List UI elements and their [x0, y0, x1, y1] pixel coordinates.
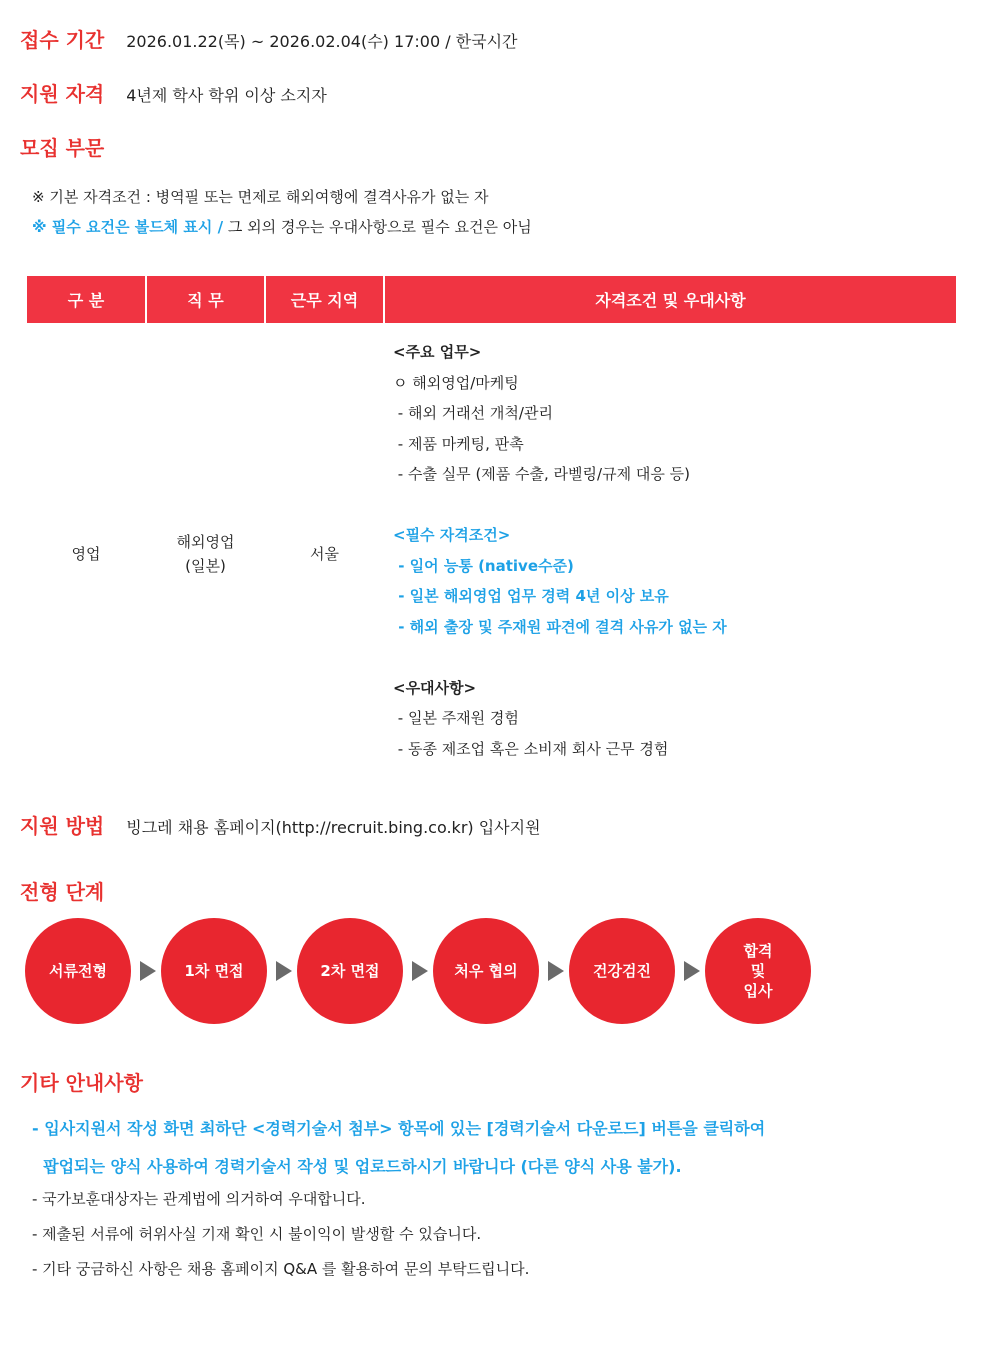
apply-row — [20, 810, 541, 839]
recruit-table — [27, 276, 956, 785]
period-label: 접수 기간 — [20, 28, 105, 52]
etc-blue-line2: 팝업되는 양식 사용하여 경력기술서 작성 및 업로드하시기 바랍니다 (다른 양식 사용 불가). — [32, 1157, 682, 1176]
required-note-bold: ※ 필수 요건은 볼드체 표시 / — [32, 218, 224, 236]
step-health-check: 건강검진 — [569, 918, 675, 1024]
required-item: - 일어 능통 (native수준) — [393, 556, 574, 575]
cell-division — [27, 323, 145, 785]
apply-value: 빙그레 채용 홈페이지(http://recruit.bing.co.kr) 입사지원 — [126, 818, 541, 837]
step-final — [705, 918, 811, 1024]
required-title: <필수 자격조건> — [393, 526, 511, 544]
final-line2: 및 — [750, 962, 766, 980]
arrow-right-icon — [276, 961, 292, 981]
final-line3: 입사 — [743, 982, 773, 1000]
basic-condition-note: ※ 기본 자격조건 : 병역필 또는 면제로 해외여행에 결격사유가 없는 자 — [32, 188, 489, 206]
location-text: 서울 — [310, 545, 339, 563]
etc-item: - 국가보훈대상자는 관계법에 의거하여 우대합니다. — [32, 1190, 366, 1208]
table-header — [27, 276, 956, 323]
duty-item: - 해외 거래선 개척/관리 — [393, 404, 553, 422]
job-line2: (일본) — [185, 557, 226, 575]
th-division: 구 분 — [27, 276, 145, 323]
arrow-right-icon — [684, 961, 700, 981]
table-row — [27, 323, 956, 785]
qualification-label: 지원 자격 — [20, 82, 105, 106]
division-text: 영업 — [71, 545, 101, 563]
duty-item: ㅇ 해외영업/마케팅 — [393, 373, 519, 392]
duty-item: - 수출 실무 (제품 수출, 라벨링/규제 대응 등) — [393, 465, 690, 483]
required-item: - 해외 출장 및 주재원 파견에 결격 사유가 없는 자 — [393, 617, 727, 636]
recruit-section — [20, 132, 104, 161]
th-job: 직 무 — [145, 276, 264, 323]
process-label: 전형 단계 — [20, 880, 105, 904]
etc-blue-line1: - 입사지원서 작성 화면 최하단 <경력기술서 첨부> 항목에 있는 [경력기술서 다운로드] 버튼을 클릭하여 — [32, 1119, 766, 1138]
etc-item: - 제출된 서류에 허위사실 기재 확인 시 불이익이 발생할 수 있습니다. — [32, 1225, 482, 1243]
final-line1: 합격 — [743, 942, 773, 960]
cell-job — [147, 323, 264, 785]
duty-item: - 제품 마케팅, 판촉 — [393, 434, 524, 453]
process-section — [20, 876, 104, 905]
arrow-right-icon — [140, 961, 156, 981]
duties-title: <주요 업무> — [393, 343, 482, 361]
preferred-title: <우대사항> — [393, 678, 477, 697]
etc-label: 기타 안내사항 — [20, 1071, 143, 1095]
required-item: - 일본 해외영업 업무 경력 4년 이상 보유 — [393, 587, 669, 605]
job-line1: 해외영업 — [176, 533, 235, 551]
preferred-item: - 일본 주재원 경험 — [393, 709, 519, 727]
step-interview-1: 1차 면접 — [161, 918, 267, 1024]
step-negotiation: 처우 협의 — [433, 918, 539, 1024]
etc-section — [20, 1067, 143, 1096]
preferred-item: - 동종 제조업 혹은 소비재 회사 근무 경험 — [393, 739, 669, 758]
arrow-right-icon — [548, 961, 564, 981]
th-location: 근무 지역 — [264, 276, 383, 323]
cell-details — [393, 337, 727, 764]
th-qualifications: 자격조건 및 우대사항 — [383, 276, 956, 323]
period-value: 2026.01.22(목) ~ 2026.02.04(수) 17:00 / 한국시간 — [126, 32, 518, 51]
cell-location — [266, 323, 383, 785]
arrow-right-icon — [412, 961, 428, 981]
apply-label: 지원 방법 — [20, 814, 105, 838]
recruit-label: 모집 부문 — [20, 136, 105, 160]
required-note — [32, 216, 532, 237]
etc-item: - 기타 궁금하신 사항은 채용 홈페이지 Q&A 를 활용하여 문의 부탁드립니다. — [32, 1260, 530, 1278]
process-steps — [25, 918, 811, 1024]
step-document: 서류전형 — [25, 918, 131, 1024]
step-interview-2: 2차 면접 — [297, 918, 403, 1024]
qualification-value: 4년제 학사 학위 이상 소지자 — [126, 86, 327, 105]
required-note-rest: 그 외의 경우는 우대사항으로 필수 요건은 아님 — [223, 218, 532, 236]
qualification-row — [20, 78, 327, 107]
period-row — [20, 24, 518, 53]
